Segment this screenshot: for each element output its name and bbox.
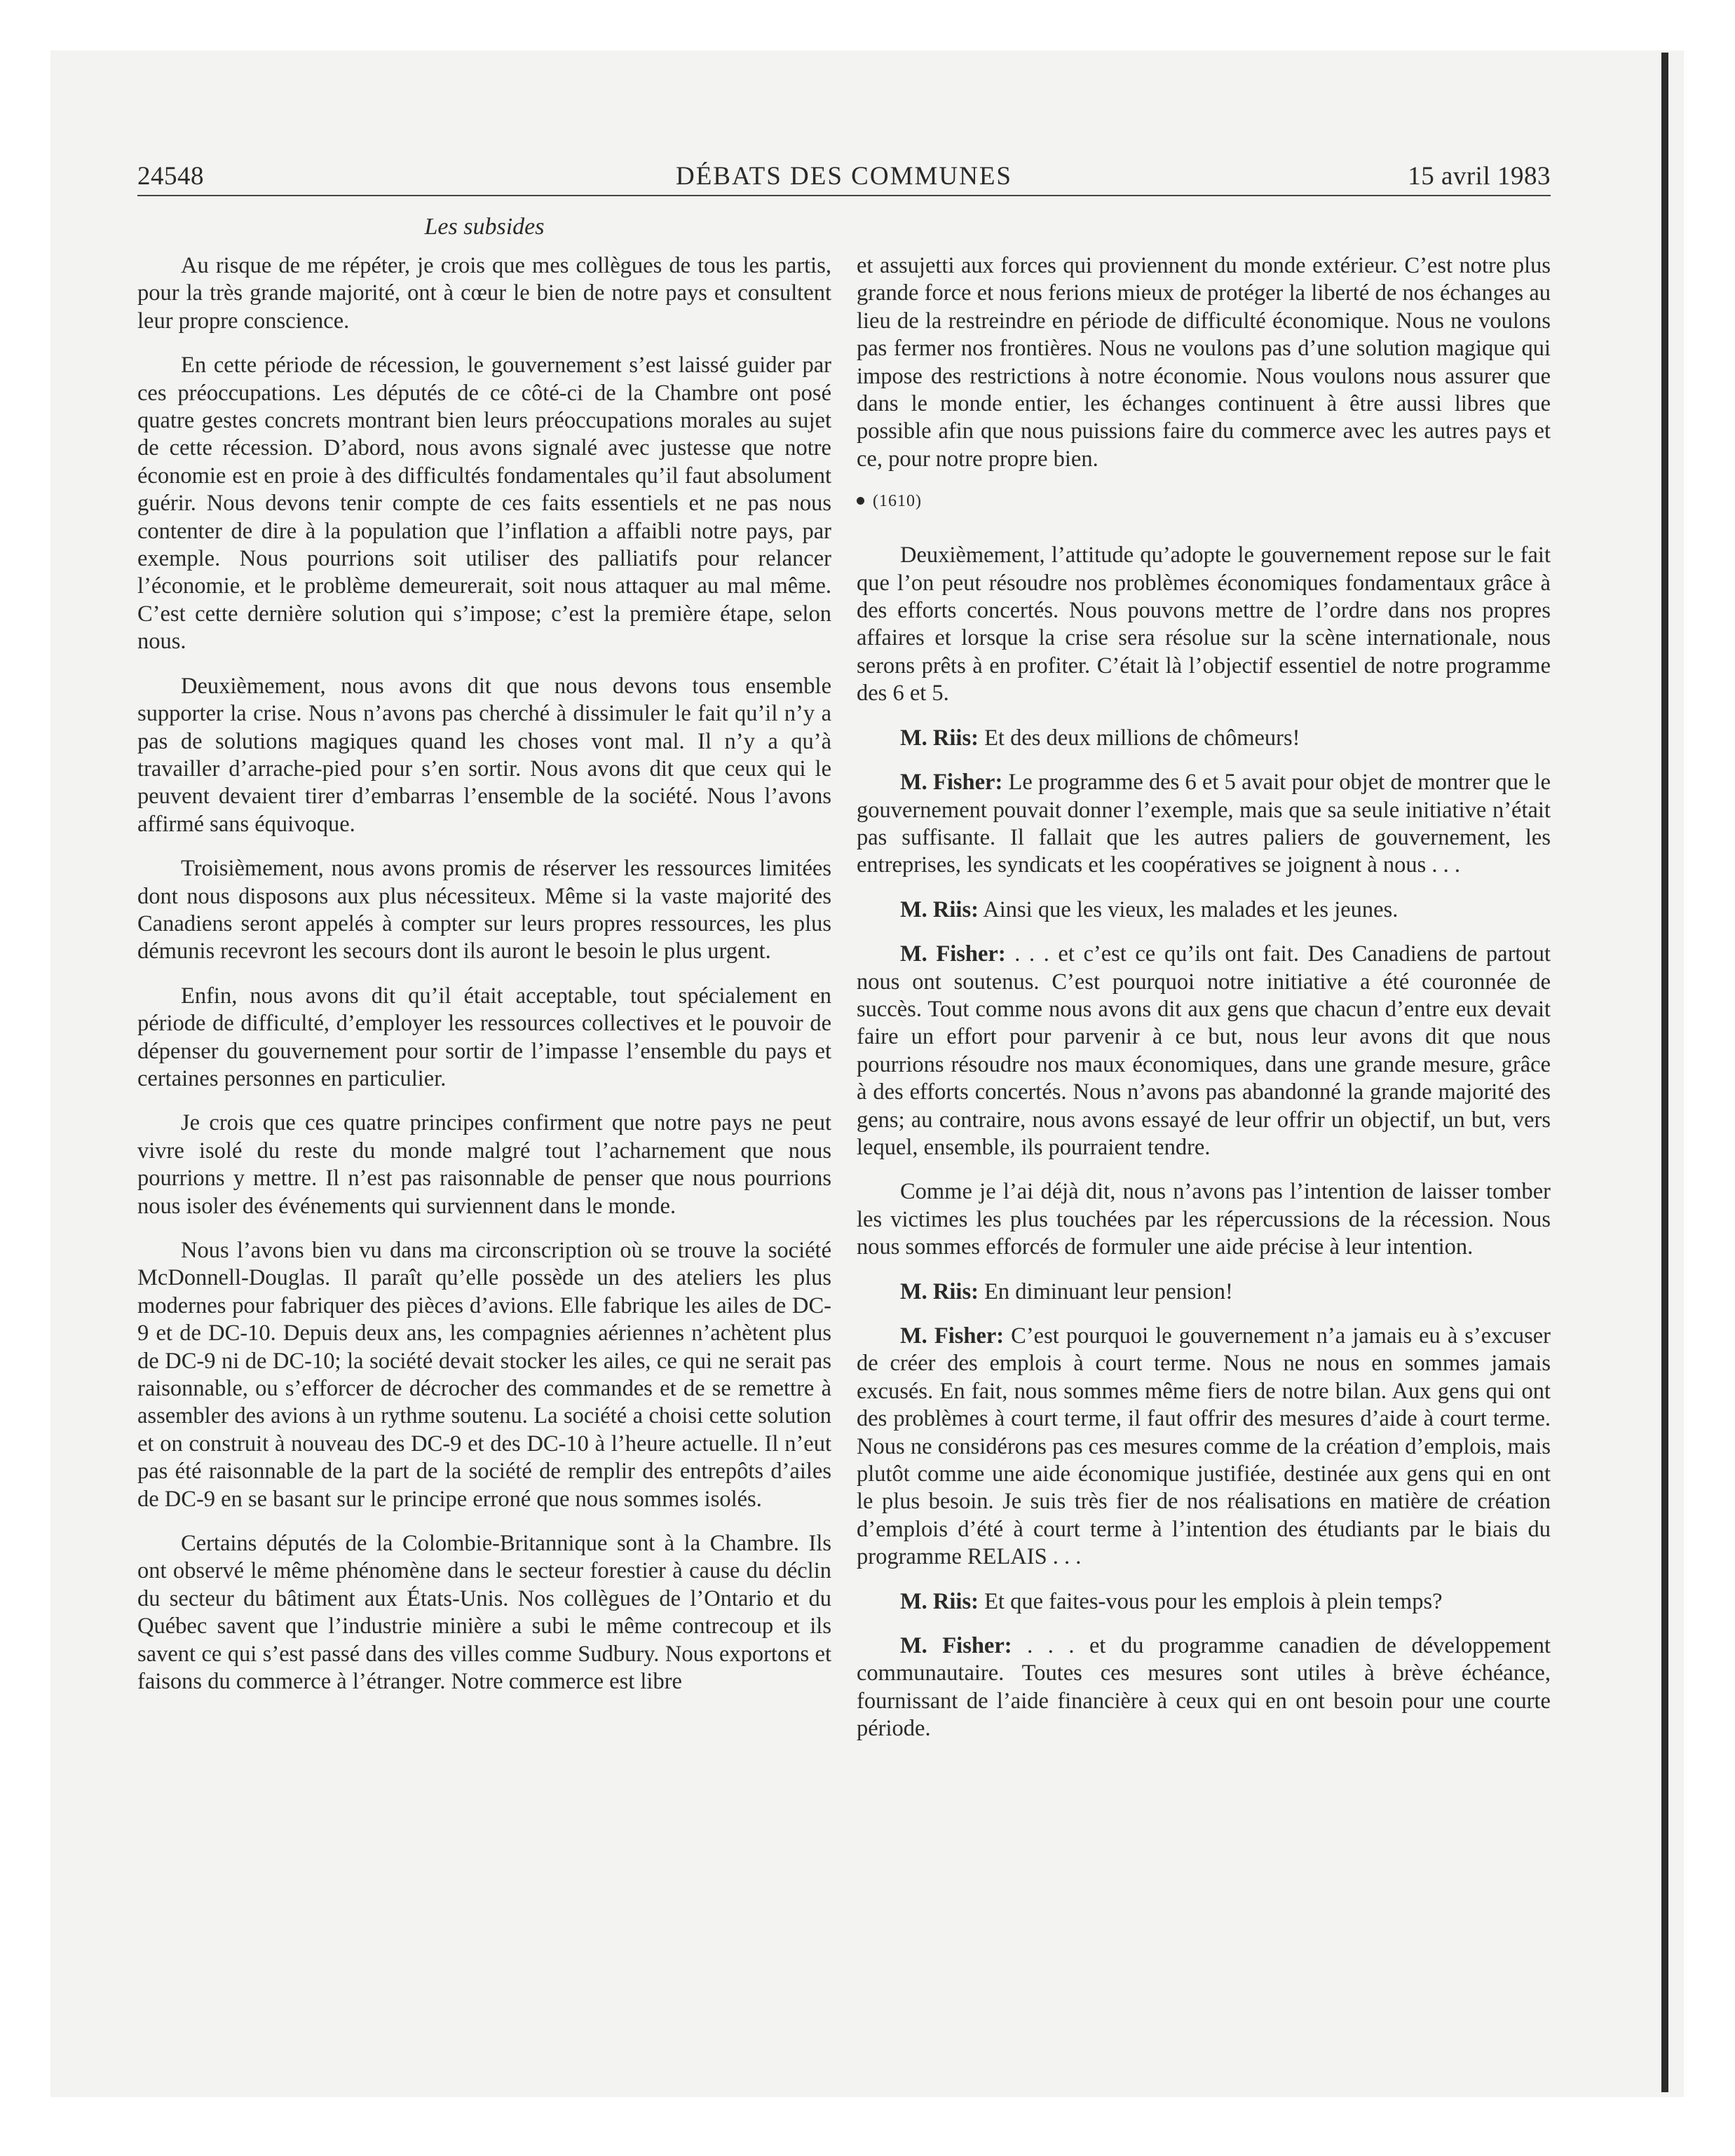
- paragraph: Deuxièmement, nous avons dit que nous devons tous ensemble supporter la crise. Nous n’avons pas cherché à dissimuler le fait qu’il n’y a pas de solutions magiques quand les choses vont mal. Il n’y a qu’à travailler d’arrache-pied pour s’en sortir. Nous avons dit que ceux qui le peuvent devaient tirer d’embarras l’ensemble de la société. Nous l’avons affirmé sans équivoque.: [137, 673, 831, 837]
- speech-text: . . . et du programme canadien de développement communautaire. Toutes ces mesures sont utiles à brève échéance, fournissant de l’aide financière à ceux qui en ont besoin pour une courte période.: [857, 1633, 1551, 1742]
- section-title: Les subsides: [424, 214, 545, 240]
- speech-riis: [857, 896, 1551, 924]
- speech-riis: [857, 1278, 1551, 1306]
- page-number: 24548: [137, 162, 204, 191]
- bullet-icon: [857, 497, 864, 505]
- paragraph: Enfin, nous avons dit qu’il était acceptable, tout spécialement en période de difficulté, d’employer les ressources collectives et le pouvoir de dépenser du gouvernement pour sortir de l’impasse l’ensemble du pays et certaines personnes en particulier.: [137, 983, 831, 1091]
- paragraph: Troisièmement, nous avons promis de réserver les ressources limitées dont nous disposons aux plus nécessiteux. Même si la vaste majorité des Canadiens seront appelés à compter sur leurs propres ressources, les plus démunis recevront les secours dont ils auront le besoin le plus urgent.: [137, 856, 831, 964]
- speech-text: Et que faites-vous pour les emplois à plein temps?: [978, 1588, 1443, 1614]
- speech-fisher: [857, 1323, 1551, 1571]
- header-rule: [137, 195, 1551, 196]
- speaker-name: M. Fisher:: [900, 1323, 1005, 1349]
- paragraph: En cette période de récession, le gouvernement s’est laissé guider par ces préoccupations. Les députés de ce côté-ci de la Chambre ont posé quatre gestes concrets montrant bien leurs préoccupations morales au sujet de cette récession. D’abord, nous avons signalé avec justesse que notre économie est en proie à des difficultés fondamentales qu’il faut absolument guérir. Nous devons tenir compte de ces faits essentiels et ne pas nous contenter de dire à la population que l’inflation a affaibli notre pays, par exemple. Nous pourrions soit utiliser des palliatifs pour relancer l’économie, et le problème demeurerait, soit nous attaquer au mal même. C’est cette dernière solution qui s’impose; c’est la première étape, selon nous.: [137, 353, 831, 655]
- paragraph: Au risque de me répéter, je crois que mes collègues de tous les partis, pour la très grande majorité, ont à cœur le bien de notre pays et consultent leur propre conscience.: [137, 253, 831, 334]
- speaker-name: M. Riis:: [900, 896, 979, 922]
- left-column: [137, 252, 831, 1696]
- speech-text: Le programme des 6 et 5 avait pour objet de montrer que le gouvernement pouvait donner l’exemple, mais que sa seule initiative n’était pas suffisante. Il fallait que les autres paliers de gouvernement, les entreprises, les syndicats et les coopératives se joignent à nous . . .: [857, 770, 1551, 878]
- time-marker-label: (1610): [873, 492, 922, 511]
- sitting-date: 15 avril 1983: [1408, 162, 1551, 191]
- paragraph: [857, 1178, 1551, 1261]
- continued-paragraph: et assujetti aux forces qui proviennent du monde extérieur. C’est notre plus grande force et nous ferions mieux de protéger la liberté de nos échanges au lieu de la restreindre en période de difficulté économique. Nous ne voulons pas fermer nos frontières. Nous ne voulons pas d’une solution magique qui impose des restrictions à notre économie. Nous voulons nous assurer que dans le monde entier, les échanges continuent à être aussi libres que possible afin que nous puissions faire du commerce avec les autres pays et ce, pour notre propre bien.: [857, 253, 1551, 472]
- paragraph: Certains députés de la Colombie-Britannique sont à la Chambre. Ils ont observé le même phénomène dans le secteur forestier à cause du déclin du secteur du bâtiment aux États-Unis. Nos collègues de l’Ontario et du Québec savent que l’industrie minière a subi le même contrecoup et ils savent ce qui s’est passé dans des villes comme Sudbury. Nous exportons et faisons du commerce à l’étranger. Notre commerce est libre: [137, 1531, 831, 1695]
- speech-fisher: [857, 941, 1551, 1161]
- speaker-name: M. Riis:: [900, 725, 979, 751]
- speech-text: C’est pourquoi le gouvernement n’a jamais eu à s’excuser de créer des emplois à court terme. Nous ne nous en sommes jamais excusés. En fait, nous sommes même fiers de notre bilan. Aux gens qui ont des problèmes à court terme, il faut offrir des mesures d’aide à court terme. Nous ne considérons pas ces mesures comme de la création d’emplois, mais plutôt comme une aide économique justifiée, destinée aux gens qui en ont le plus besoin. Je suis très fier de nos réalisations en matière de création d’emplois d’été à court terme à l’intention des étudiants par le biais du programme RELAIS . . .: [857, 1323, 1551, 1570]
- running-header: [137, 160, 1551, 193]
- time-marker: [857, 490, 1551, 512]
- speaker-name: M. Fisher:: [900, 941, 1006, 967]
- speech-riis: [857, 725, 1551, 752]
- speech-riis: [857, 1588, 1551, 1616]
- speaker-name: M. Fisher:: [900, 1633, 1012, 1659]
- speaker-name: M. Riis:: [900, 1588, 979, 1614]
- speaker-name: M. Riis:: [900, 1278, 979, 1304]
- speech-fisher: [857, 1632, 1551, 1743]
- page-edge-shadow: [1661, 53, 1668, 2092]
- paragraph: Je crois que ces quatre principes confirment que notre pays ne peut vivre isolé du reste du monde malgré tout l’acharnement que nous pourrions y mettre. Il n’est pas raisonnable de penser que nous pourrions nous isoler des événements qui surviennent dans le monde.: [137, 1110, 831, 1219]
- speech-text: Et des deux millions de chômeurs!: [978, 725, 1300, 751]
- publication-title: DÉBATS DES COMMUNES: [675, 162, 1012, 191]
- paragraph: Deuxièmement, l’attitude qu’adopte le gouvernement repose sur le fait que l’on peut résoudre nos problèmes économiques fondamentaux grâce à des efforts concertés. Nous pouvons mettre de l’ordre dans nos propres affaires et lorsque la crise sera résolue sur la scène internationale, nous serons prêts à en profiter. C’était là l’objectif essentiel de notre programme des 6 et 5.: [857, 543, 1551, 707]
- speech-text: Ainsi que les vieux, les malades et les jeunes.: [978, 896, 1399, 922]
- speech-fisher: [857, 769, 1551, 880]
- speech-text: Comme je l’ai déjà dit, nous n’avons pas l’intention de laisser tomber les victimes les plus touchées par les répercussions de la récession. Nous nous sommes efforcés de formuler une aide précise à leur intention.: [857, 1179, 1551, 1260]
- speech-text: En diminuant leur pension!: [978, 1278, 1233, 1304]
- speech-text: . . . et c’est ce qu’ils ont fait. Des Canadiens de partout nous ont soutenus. C’est pourquoi notre initiative a été couronnée de succès. Tout comme nous avons dit aux gens que chacun d’entre eux devait faire un effort pour parvenir à ce but, nous leur avons dit que nous pourrions résoudre nos maux économiques, dans une grande mesure, grâce à des efforts concertés. Nous n’avons pas abandonné la grande majorité des gens; au contraire, nous avons essayé de leur offrir un objectif, un but, vers lequel, ensemble, ils pourraient tendre.: [857, 941, 1551, 1160]
- speaker-name: M. Fisher:: [900, 770, 1003, 796]
- right-column: [857, 252, 1551, 1743]
- paragraph: Nous l’avons bien vu dans ma circonscription où se trouve la société McDonnell-Douglas. Il paraît qu’elle possède un des ateliers les plus modernes pour fabriquer des pièces d’avions. Elle fabrique les ailes de DC-9 et de DC-10. Depuis deux ans, les compagnies aériennes n’achètent plus de DC-9 ni de DC-10; la société devait stocker les ailes, ce qui ne serait pas raisonnable, ou s’efforcer de décrocher des commandes et de se remettre à assembler des avions à un rythme soutenu. La société a choisi cette solution et on construit à nouveau des DC-9 et des DC-10 à l’heure actuelle. Il n’eut pas été raisonnable de la part de la société de remplir des entrepôts d’ailes de DC-9 en se basant sur le principe erroné que nous sommes isolés.: [137, 1238, 831, 1512]
